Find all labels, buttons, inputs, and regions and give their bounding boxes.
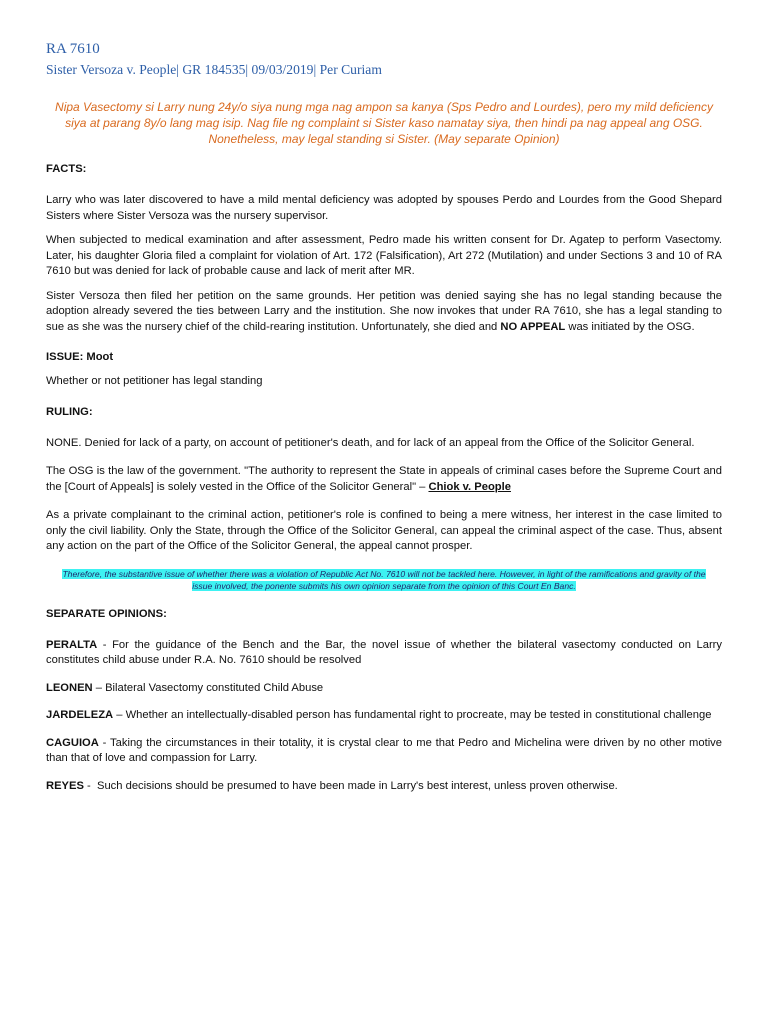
separate-opinions-list	[46, 638, 722, 795]
opinion-separator: -	[83, 779, 97, 792]
opinion-text: Such decisions should be presumed to have been made in Larry's best interest, unless proven otherwise.	[97, 779, 618, 792]
justice-name: REYES	[46, 779, 84, 792]
separate-opinions-heading: SEPARATE OPINIONS:	[46, 607, 167, 620]
facts-heading: FACTS:	[46, 163, 87, 175]
facts-paragraph-3-end: was initiated by the OSG.	[565, 320, 695, 333]
justice-name: LEONEN	[46, 681, 93, 694]
justice-name: PERALTA	[46, 638, 98, 651]
opinion-text: Whether an intellectually-disabled person has fundamental right to procreate, may be tested in constitutional challenge	[125, 709, 712, 721]
case-summary: Nipa Vasectomy si Larry nung 24y/o siya nung mga nag ampon sa kanya (Sps Pedro and Lourdes), pero my mild deficiency siya at parang 8y/o lang mag isip. Nag file ng complaint si Sister kaso namatay siya, then hindi pa nag appeal ang OSG. Nonetheless, may legal standing si Sister. (May separate Opinion)	[55, 100, 713, 146]
opinion-text: Bilateral Vasectomy constituted Child Abuse	[105, 681, 324, 694]
opinion-separator: –	[92, 681, 106, 694]
separate-opinion-item	[46, 779, 722, 795]
justice-name: JARDELEZA	[46, 709, 114, 721]
opinion-text: Taking the circumstances in their totality, it is crystal clear to me that Pedro and Michelina were driven by no other motive than that of love and compassion for Larry.	[46, 736, 722, 764]
justice-name: CAGUIOA	[46, 736, 99, 749]
facts-paragraph-3	[46, 289, 722, 336]
ruling-paragraph-2-text: The OSG is the law of the government. "The authority to represent the State in appeals of criminal cases before the Supreme Court and the [Court of Appeals] is solely vested in the Office of the Solicitor General" –	[46, 465, 722, 493]
separate-opinion-item	[46, 736, 722, 767]
opinion-separator: -	[97, 638, 113, 651]
ruling-paragraph-2	[46, 464, 722, 495]
case-citation-chiok: Chiok v. People	[428, 480, 511, 493]
separate-opinion-item	[46, 708, 722, 724]
issue-heading: ISSUE: Moot	[46, 351, 114, 363]
facts-paragraph-2: When subjected to medical examination and after assessment, Pedro made his written consent for Dr. Agatep to perform Vasectomy. Later, his daughter Gloria filed a complaint for violation of Art. 172 (Falsification), Art 272 (Mutilation) and under Sections 3 and 10 of RA 7610 but was denied for lack of probable cause and lack of merit after MR.	[46, 234, 722, 277]
facts-paragraph-3-text: Sister Versoza then filed her petition on the same grounds. Her petition was denied saying she has no legal standing because the adoption already severed the ties between Larry and the institution. She now invokes that under RA 7610, she has a legal standing to sue as she was the nursery chief of the child-rearing institution. Unfortunately, she died and	[46, 289, 722, 333]
no-appeal-emphasis: NO APPEAL	[500, 320, 566, 333]
ruling-paragraph-3: As a private complainant to the criminal action, petitioner's role is confined to being a mere witness, her interest in the case limited to only the civil liability. Only the State, through the Office of the Solicitor General, can appeal the criminal aspect of the case. Thus, absent any action on the part of the Office of the Solicitor General, the appeal cannot prosper.	[46, 509, 722, 552]
ruling-heading: RULING:	[46, 405, 93, 418]
opinion-text: For the guidance of the Bench and the Bar, the novel issue of whether the bilateral vasectomy conducted on Larry constitutes child abuse under R.A. No. 7610 should be resolved	[46, 638, 722, 666]
opinion-separator: -	[98, 736, 111, 749]
document-title: RA 7610	[46, 41, 100, 57]
opinion-separator: –	[113, 709, 126, 721]
facts-paragraph-1: Larry who was later discovered to have a mild mental deficiency was adopted by spouses Perdo and Lourdes from the Good Shepard Sisters where Sister Versoza was the nursery supervisor.	[46, 194, 722, 222]
case-citation: Sister Versoza v. People| GR 184535| 09/03/2019| Per Curiam	[46, 62, 382, 77]
highlighted-note	[46, 568, 722, 592]
separate-opinion-item	[46, 638, 722, 669]
ruling-paragraph-1: NONE. Denied for lack of a party, on account of petitioner's death, and for lack of an appeal from the Office of the Solicitor General.	[46, 436, 695, 449]
issue-text: Whether or not petitioner has legal standing	[46, 375, 263, 387]
separate-opinion-item	[46, 681, 722, 697]
highlighted-note-text: Therefore, the substantive issue of whether there was a violation of Republic Act No. 7610 will not be tackled here. However, in light of the ramifications and gravity of the issue involved, the ponente submits his own opinion separate from the opinion of this Court En Banc.	[62, 568, 706, 591]
